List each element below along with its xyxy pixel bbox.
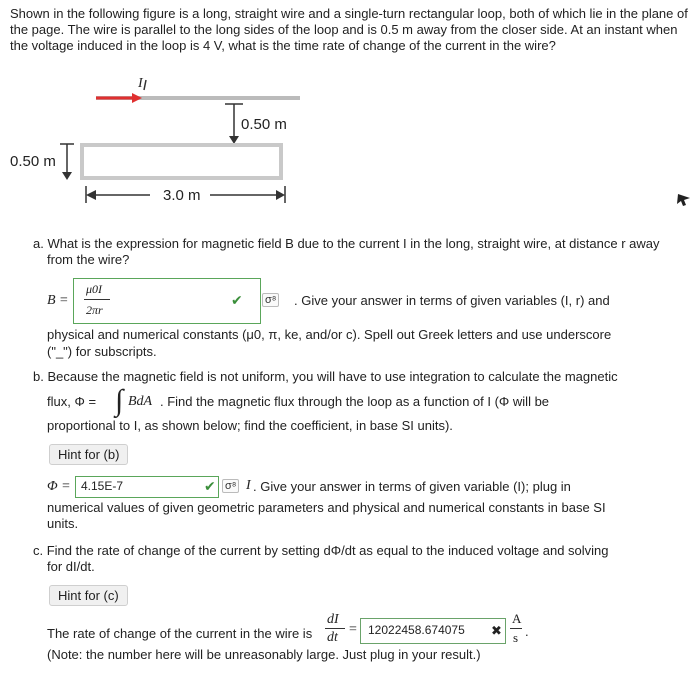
width-label: 3.0 m: [163, 187, 201, 204]
wrong-icon: ✖: [491, 623, 502, 638]
unit-den: s: [513, 630, 519, 645]
part-c-answer-input[interactable]: [360, 618, 506, 644]
current-arrow-head: [132, 93, 142, 103]
part-b-flux-prefix: flux, Φ =: [47, 394, 97, 409]
part-c-frac-den: dt: [327, 630, 338, 645]
part-b-var: I: [246, 478, 251, 493]
part-b-cont1: numerical values of given geometric parameters and physical and numerical constants in base SI: [47, 500, 606, 515]
part-c-eq: =: [349, 622, 357, 637]
height-dim-arrow: [62, 172, 72, 180]
hint-b-button[interactable]: Hint for (b): [49, 444, 128, 465]
gap-dim-arrow: [229, 136, 239, 144]
part-a-lhs: B =: [47, 293, 69, 308]
part-b-after: . Give your answer in terms of given variable (I); plug in: [253, 479, 571, 494]
part-c-prompt1: c. Find the rate of change of the current by setting dΦ/dt as equal to the induced voltage and solving: [33, 543, 609, 558]
width-dim-left-arrow: [86, 190, 96, 200]
part-c-period: .: [525, 624, 529, 639]
figure: [0, 70, 700, 210]
width-dim-right-arrow: [276, 190, 285, 200]
part-b-integrand: BdA: [128, 394, 153, 409]
part-b-answer-value: 4.15E-7: [81, 479, 124, 493]
part-b-prompt1: b. Because the magnetic field is not uniform, you will have to use integration to calculate the magnetic: [33, 369, 618, 384]
part-b-answer-input[interactable]: [75, 476, 219, 498]
check-icon: ✔: [204, 478, 216, 494]
part-a-after: . Give your answer in terms of given variables (I, r) and: [294, 293, 610, 308]
part-c-sentence: The rate of change of the current in the wire is: [47, 626, 313, 641]
part-c-frac-num: dI: [327, 612, 339, 627]
part-a-numer: μ0I: [86, 282, 103, 296]
unit-fraction-bar: [510, 628, 522, 629]
part-a-cont2: ("_") for subscripts.: [47, 344, 157, 359]
part-c-note: (Note: the number here will be unreasonably large. Just plug in your result.): [47, 647, 481, 662]
part-a-prompt: a. What is the expression for magnetic field B due to the current I in the long, straight wire, at distance r away from the wire?: [33, 236, 660, 267]
part-b-cont2: units.: [47, 516, 79, 531]
part-c-fraction-bar: [325, 628, 345, 629]
height-label: 0.50 m: [10, 153, 56, 170]
part-c-answer-value: 12022458.674075: [368, 623, 465, 637]
question-text: Shown in the following figure is a long, straight wire and a single-turn rectangular loop, both of which lie in the plane of the page. The wire is parallel to the long sides of the loop and is 0.5 m away from the closer side. At an instant when the voltage induced in the loop is 4 V, what is the time rate of change of the current in the wire?: [10, 6, 688, 53]
sigma-icon[interactable]: σ⁸: [262, 293, 279, 307]
part-b-prompt2: . Find the magnetic flux through the loop as a function of I (Φ will be: [160, 394, 550, 409]
unit-num: A: [512, 611, 522, 626]
part-b-prompt3: proportional to I, as shown below; find the coefficient, in base SI units).: [47, 418, 453, 433]
mouse-cursor-icon: [677, 194, 690, 206]
current-label-mark: [144, 80, 146, 90]
gap-label: 0.50 m: [241, 116, 287, 133]
part-a-fraction-bar: [84, 299, 110, 300]
part-c-prompt2: for dI/dt.: [47, 559, 95, 574]
hint-c-button[interactable]: Hint for (c): [49, 585, 128, 606]
part-a-denom: 2πr: [86, 303, 103, 317]
part-a-cont1: physical and numerical constants (μ0, π, ke, and/or c). Spell out Greek letters and use underscore: [47, 327, 612, 342]
current-label: I: [138, 76, 143, 91]
part-b-lhs: Φ =: [47, 479, 71, 494]
part-a-answer-input[interactable]: [73, 278, 261, 324]
integral-sign: ∫: [115, 384, 124, 417]
sigma-icon[interactable]: σ⁸: [222, 479, 239, 493]
rect-loop: [82, 145, 281, 178]
check-icon: ✔: [231, 292, 243, 308]
